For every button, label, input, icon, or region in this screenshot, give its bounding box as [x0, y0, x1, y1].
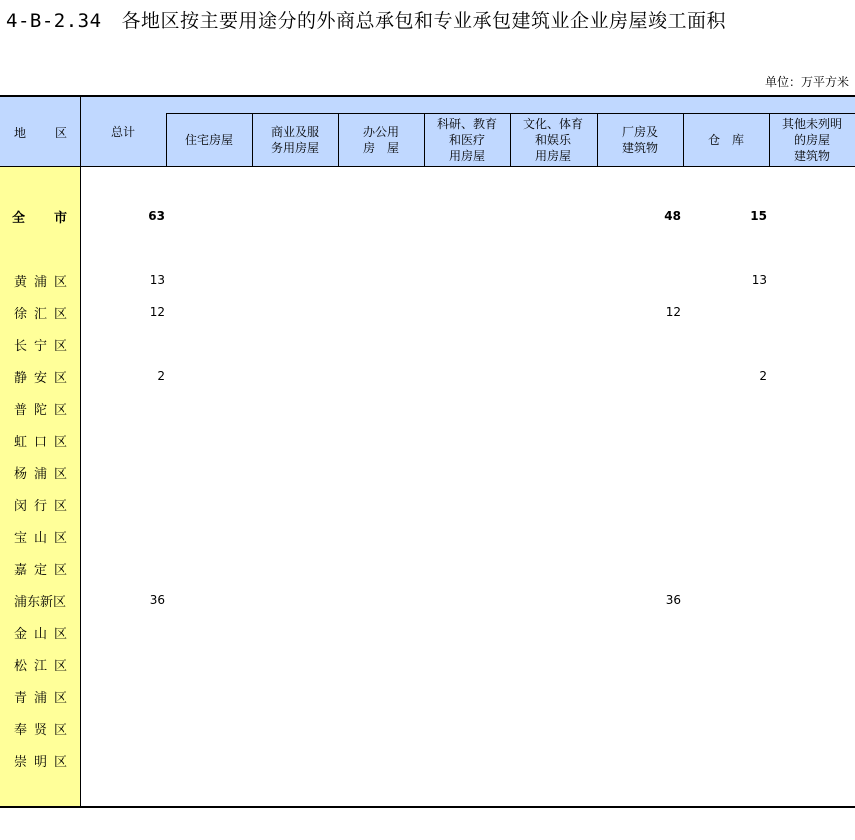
- header-total: 总计: [111, 125, 136, 139]
- header-column-3: 办公用 房 屋: [362, 125, 399, 155]
- region-name: [0, 558, 80, 578]
- region-name: [0, 206, 80, 226]
- header-region-char-2: 区: [55, 125, 68, 140]
- cell-c6: 36: [665, 593, 681, 607]
- cell-c6: 12: [665, 305, 681, 319]
- cell-total: 12: [149, 305, 165, 319]
- header-region-char-1: 地: [14, 125, 27, 140]
- region-name: [0, 654, 80, 674]
- cell-total: 13: [149, 273, 165, 287]
- region-name: [0, 398, 80, 418]
- cell-c7: 13: [751, 273, 767, 287]
- region-label: 崇明区: [14, 754, 75, 770]
- region-column-background: [0, 167, 80, 806]
- region-label: 青浦区: [14, 690, 75, 706]
- region-name: [0, 430, 80, 450]
- region-divider: [80, 97, 81, 807]
- cell-total: 63: [148, 209, 165, 223]
- header-region: [0, 97, 80, 167]
- cell-total: 36: [149, 593, 165, 607]
- region-label: 黄浦区: [14, 274, 75, 290]
- header-column-6: 厂房及 建筑物: [621, 125, 658, 155]
- cell-c7: 15: [750, 209, 767, 223]
- region-name: [0, 590, 80, 610]
- region-label: 徐汇区: [14, 306, 75, 322]
- header-column-2: 商业及服 务用房屋: [270, 125, 319, 155]
- page-title: [6, 6, 726, 33]
- region-name: [0, 366, 80, 386]
- region-label: 嘉定区: [14, 562, 75, 578]
- region-name: [0, 494, 80, 514]
- region-label: 静安区: [14, 370, 75, 386]
- region-name: [0, 526, 80, 546]
- region-name: [0, 686, 80, 706]
- region-label: 金山区: [14, 626, 75, 642]
- region-label: 松江区: [14, 658, 75, 674]
- region-name: [0, 334, 80, 354]
- unit-label: 单位：万平方米: [764, 75, 849, 89]
- cell-c6: 48: [664, 209, 681, 223]
- region-label: 普陀区: [14, 402, 75, 418]
- region-name: [0, 270, 80, 290]
- region-label: 浦东新区: [14, 594, 67, 610]
- region-label: 杨浦区: [14, 466, 75, 482]
- region-name: [0, 302, 80, 322]
- region-name: [0, 718, 80, 738]
- header-column-4: 科研、教育 和医疗 用房屋: [436, 117, 497, 163]
- region-name: [0, 462, 80, 482]
- cell-total: 2: [157, 369, 165, 383]
- region-label: 全 市: [12, 210, 76, 226]
- region-label: 闵行区: [14, 498, 75, 514]
- region-label: 宝山区: [14, 530, 75, 546]
- table-code: 4-B-2.34: [6, 10, 102, 32]
- region-name: [0, 622, 80, 642]
- cell-c7: 2: [759, 369, 767, 383]
- table-bottom-rule: [0, 806, 855, 808]
- table-title: 各地区按主要用途分的外商总承包和专业承包建筑业企业房屋竣工面积: [121, 10, 727, 32]
- header-column-1: 住宅房屋: [184, 133, 233, 147]
- header-column-7: 仓 库: [707, 133, 744, 147]
- region-label: 虹口区: [14, 434, 75, 450]
- region-label: 奉贤区: [14, 722, 75, 738]
- region-label: 长宁区: [14, 338, 75, 354]
- header-column-5: 文化、体育 和娱乐 用房屋: [522, 117, 583, 163]
- header-column-8: 其他未列明 的房屋 建筑物: [781, 117, 842, 163]
- region-name: [0, 750, 80, 770]
